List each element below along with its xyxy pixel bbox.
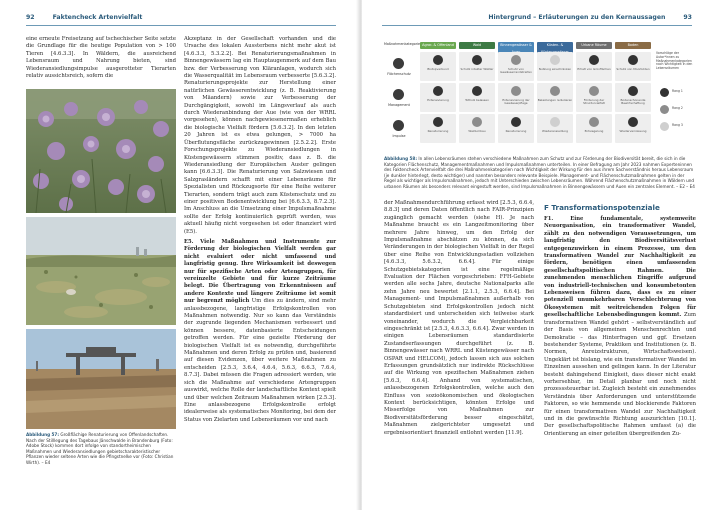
left-col1-text [26, 36, 176, 81]
column-header-kueste: Küsten- & [537, 42, 573, 56]
right-col2-paragraph1 [544, 216, 696, 438]
legend-label: Rang 1 [672, 89, 683, 93]
legend-label: Rang 2 [672, 106, 683, 110]
row-label: Management [388, 103, 410, 107]
importance-dot [550, 86, 560, 96]
photo-open-landscape [26, 217, 176, 325]
f1-body: Zum transformativen Wandel gehört – selbstverständlich auf der Basis von allgemeinen Menschenrechten und Demokratie – das Hinterfragen und ggf. Ersetzen bestehender Systeme, Praktiken und Institutionen (z. B. Normen, Anreizstrukturen, Wirtschaftsweisen). Ungeklärt ist bislang, wie ein transformativer Wandel im Einzelnen aussehen und gelingen kann. In der Literatur besteht dahingehend Einigkeit, dass dieser nicht exakt vorhersehbar, im Detail planbar und noch nicht prozesssteuerbar ist. Zugleich besteht ein zunehmendes Verständnis über Anforderungen und unterstützende Faktoren, so wie hemmende und blockierende Faktoren für einen transformativen Wandel zur Nachhaltigkeit und in die gewünschte Richtung auszurichten [10.1]. Der gesellschaftspolitische Rahmen umfasst (a) die Orientierung an einer geteilten übergreifenden Zu- [544, 312, 697, 437]
matrix-cell-text: Schutz intakter Wälder [460, 67, 494, 71]
importance-dot [511, 86, 521, 96]
matrix-cell-text: Erhalt von Grünflächen [577, 67, 611, 71]
legend-dot [660, 105, 669, 114]
left-page [0, 0, 358, 510]
left-running-title: Faktencheck Artenvielfalt [52, 14, 143, 21]
figure58-label: Abbildung 58: [384, 156, 418, 161]
column-header-urban: Urbane Räume [576, 42, 612, 49]
figure57-text: Großflächige Renaturierung von Offenlandschaften. Nach der Stilllegung des Tagebaus Jänschwalde in Brandenburg (Foto: Adobe Stock) kommen dort infolge von standortheimischen Maßnahmen und Wiederansiedlungen gebietscharakteristischer Pflanzen wieder seltene Arten wie die Pfingstnelke vor (Foto: Christian Wirth). – E4 [26, 432, 174, 465]
row-category-icon [393, 120, 404, 131]
right-page [362, 0, 720, 510]
left-col1-paragraph: eine erneute Freisetzung auf tschechischer Seite setzte die Grundlage für die heutige Population von > 100 Tieren [4.6.3.3]. In Wäldern, die ausreichend Lebensraum und Nahrung bieten, sind Wiederansiedlungsimpulse ausgerotteter Tierarten relativ aussichtsreich, sofern die [26, 36, 176, 80]
matrix-cell-text: Förderung der Strukturvielfalt [583, 98, 605, 106]
left-col2-paragraph2 [184, 239, 336, 424]
matrix-cell-text: Renaturierung [427, 129, 449, 133]
e5-body: Um dies zu ändern, sind mehr anlassbezogene, langfristige Erfolgskontrollen von Maßnahmen notwendig. Nur so kann das Verständnis der zugrunde liegenden Mechanismen verbessert und können bessere, datenbasierte Entscheidungen getroffen werden. Für eine gezielte Förderung der biologischen Vielfalt ist es notwendig, durchgeführte Maßnahmen und deren Erfolg zu prüfen und, basierend auf diesen Evidenzen, über weitere Maßnahmen zu entscheiden [2.5.3, 3.6.4, 4.6.4, 5.6.3, 6.6.3, 7.6.4, 8.7.3]. Dabei müssen die Fragen adressiert werden, wie sich die Maßnahme auf verschiedene Artengruppen auswirkt, welche Rolle der landschaftliche Kontext spielt und über welchen Zeitraum Maßnahmen wirken [2.5.3]. Eine anlassbezogene Erfolgskontrolle erfolgt idealerweise als systematisches Monitoring, bei dem der Status von Zielarten und Lebensräumen vor und nach [184, 298, 336, 423]
figure57-caption [26, 432, 176, 466]
left-page-number: 92 [26, 14, 35, 21]
row-label: Flächenschutz [387, 72, 411, 76]
importance-dot [628, 55, 638, 65]
matrix-cell-text: Extensivierung [427, 98, 449, 102]
importance-dot [433, 55, 443, 65]
row-category-icon [393, 58, 404, 69]
left-header-rule [26, 25, 336, 26]
importance-dot [433, 117, 443, 127]
left-header [26, 14, 142, 21]
importance-dot [589, 117, 599, 127]
importance-dot [589, 86, 599, 96]
matrix-cell-text: Biotopverbund [427, 67, 449, 71]
row-category-icon [393, 89, 404, 100]
matrix-cell-text: Waldumbau [468, 129, 486, 133]
matrix-cell-text: Schutz von Moorböden [616, 67, 650, 71]
importance-dot [511, 117, 521, 127]
figure58-matrix [384, 38, 696, 150]
importance-dot [472, 86, 482, 96]
importance-dot [472, 117, 482, 127]
left-col2-paragraph1: Akzeptanz in der Gesellschaft vorhanden und die Ursache des lokalen Aussterbens nicht mehr akut ist [4.6.3.3, 5.3.2.2]. Bei Renaturierungsmaßnahmen in Binnengewässern lag ein Hauptaugenmerk auf dem Bau bzw. der Verbesserung von Kläranlagen, wodurch sich die Wasserqualität im Lebensraum verbesserte [5.6.3.2]. Renaturierungsprojekte zur Herstellung einer natürlichen Gewässerentwicklung (z. B. Reaktivierung von Mäandern) sowie zur Verbesserung der Durchgängigkeit, sowohl im Längsverlauf als auch durch Wiederanbindung der Aue (wie von der WRRL vorgesehen), können nachgewiesenermaßen erheblich die biologische Vielfalt fördern [5.6.3.2]. In den letzten 20 Jahren ist es etwa gelungen, > 7000 ha Überflutungsfläche zurückzugewinnen [2.5.2.2]. Erste Forschungsprojekte zu Wiederansiedlungen in Küstengewässern stimmen positiv, dass z. B. die Wiederansiedlung der Europäischen Auster gelingen kann [6.6.3.3]. Die Renaturierung von Salzwiesen und Salzgrasländern schafft mit einer Lebensräume für Spezialisten und Rückzugsorte für eine Reihe weiterer Tierarten, sondern trägt auch zum Küstenschutz und zu einer positiven Bodenentwicklung bei [6.6.3.3, 8.7.2.3]. Im Anschluss an die Umsetzung einer Impulsmaßnahme sollte der Erfolg kontinuierlich geprüft werden, was aktuell häufig nicht vorgesehen ist oder finanziert wird (E5). [184, 36, 336, 235]
matrix-cell-text: Bodenschonende Bewirtschaftung [620, 98, 646, 106]
importance-dot [511, 55, 521, 65]
importance-dot [628, 86, 638, 96]
legend-dot [660, 122, 669, 131]
matrix-cell-text: Renaturierung [505, 129, 527, 133]
photo-meadow-flowers [26, 89, 176, 213]
figure58-caption [384, 156, 696, 190]
matrix-cell-text: Extensivierung der Gewässerpflege [502, 98, 530, 106]
left-col2-text [184, 36, 336, 425]
key-statement-f1: F1. Eine fundamentale, systemweite Neuorganisation, ein transformativer Wandel, zählt zu den notwendigen Voraussetzungen, um langfristig den Biodiversitätsverlust entgegenzuwirken in einem [544, 216, 696, 252]
matrix-cell-text: Wiederansiedlung [541, 129, 568, 133]
figure-axis-label: Maßnahmenkategorie [384, 42, 421, 46]
matrix-cell-text: Nutzung einschränken [538, 67, 572, 71]
right-col1-paragraph: der Maßnahmendurchführung erfasst wird [2.5.3, 6.6.4, 8.8.3] und deren Daten öffentlich nach FAIR-Prinzipien zugänglich gemacht werden (siehe H). Je nach Maßnahme braucht es ein Langzeitmonitoring über mehrere Jahre hinweg, um den Erfolg der Impulsmaßnahme abschätzen zu können, da sich Veränderungen in der biologischen Vielfalt in der Regel über eine Reihe von Entwicklungsstadien vollziehen [4.6.3.3, 5.6.3.2, 6.6.4]. Für einige Schutzgebietskategorien ist eine regelmäßige Evaluation der Flächen vorgeschrieben: FFH-Gebiete werden alle sechs Jahre, deutsche Nationalparks alle zehn Jahre neu bewertet [2.1.1, 2.5.3, 6.6.4]. Bei Management- und Impulsmaßnahmen außerhalb von Schutzgebieten sind Erfolgskontrollen jedoch nicht standardisiert und unterscheiden sich teilweise stark voneinander, wodurch die Vergleichbarkeit eingeschränkt ist [2.5.3, 4.6.3.3, 6.6.4]. Zwar werden in einigen Lebensräumen standardisierte Zustandserfassungen durchgeführt (z. B. Binnengewässer nach WRRL und Küstengewässer nach OSPAR und HELCOM), jedoch lassen sich aus solchen Erfassungen grundsätzlich nur indirekte Rückschlüsse auf die Wirkung von spezifischen Maßnahmen ziehen [5.6.3, 6.6.4]. Anhand von systematischen, anlassbezogenen Erfolgskontrollen, welche auch den Einfluss von sozioökonomischen und ökologischen Kontext berücksichtigen, könnten Erfolge und Misserfolge von Maßnahmen zur Biodiversitätsförderung besser eingeschätzt, Maßnahmen zielgerichteter umgesetzt und ergebnisorientiert finanziell entlohnt werden [11.9]. [384, 200, 534, 436]
importance-dot [550, 117, 560, 127]
right-header [488, 14, 692, 21]
row-label: Impulse [392, 134, 406, 138]
matrix-cell-text: Totholz belassen [465, 98, 489, 102]
section-heading-f: F Transformationspotenziale [544, 203, 660, 212]
right-header-rule [382, 25, 692, 26]
figure57-label: Abbildung 57: [26, 432, 60, 437]
matrix-cell-text: Schutz von Gewässerrandstreifen [500, 67, 532, 75]
importance-dot [433, 86, 443, 96]
figure58-text: In allen Lebensräumen stehen verschiedene Maßnahmen zum Schutz und zur Förderung der Biodiversität bereit, die sich in die Kategorien Flächenschutz, Managementmaßnahmen und Impulsmaßnahmen unterteilen. In einer Befragung am Jahr 2023 nahmen Experteninnen des Faktencheck Artenvielfalt die drei Maßnahmenkategorien nach Wichtigkeit der Wirkung für den aus ihrem Sachverständnis heraus Lebensraum (je dunkler hinterlegt, desto wichtiger) und nannten besonders relevante Beispiele. Management- und Flächenschutzmaßnahmen gelten in der Regel als wichtiger als Impulsmaßnahmen, jedoch mit Unterschieden zwischen Lebensräumen. Während Flächenschutzmaßnahmen in Wäldern und urbanen Räumen als besonders relevant eingestuft werden, sind Impulsmaßnahmen in Binnengewässern und Auen ein zentrales Element. – E2 – E4 [384, 156, 695, 189]
column-header-boden: Boden [615, 42, 651, 49]
importance-dot [550, 55, 560, 65]
matrix-cell-text: Entsiegelung [584, 129, 604, 133]
matrix-cell-text: Wiedervernässung [619, 129, 647, 133]
right-page-number: 93 [683, 14, 692, 21]
importance-dot [472, 55, 482, 65]
column-header-wald: Wald [459, 42, 495, 49]
right-col1-text [384, 200, 534, 438]
key-statement-e5: E5. Viele Maßnahmen und Instrumente zur Förderung der biologischen Vielfalt werden gar nicht evaluiert oder nicht umfassend und langfristig genug. Ihre Wirksamkeit ist deswegen nur für spezifische Arten oder Artengruppen, für vereinzelte Gebiete und für kurze Zeiträume belegt. Die Übertragung von Erkenntnissen auf andere Kontexte und längere Zeiträume ist somit nur begrenzt möglich [184, 238, 336, 305]
f1-bold-continuation: Prozesse, um den transformativen Wandel zur Nachhaltigkeit zu fördern, benötigen einen umfassenden gesellschaftspolitischen Rahmen. Die zunehmenden menschlichen Eingriffe aufgrund von industriell-technischen und konsumbetonten Lebensweisen führen dazu, dass es zu einer potenziell unumkehrbaren Verschlechterung von Ökosystemen mit weitreichenden Folgen für gesellschaftliche Lebensbedingungen kommt. [544, 245, 696, 319]
column-header-agrar: Agrar- & Offenland [420, 42, 456, 49]
importance-dot [589, 55, 599, 65]
matrix-cell-text: Belastungen reduzieren [537, 98, 573, 102]
legend-label: Rang 3 [672, 123, 683, 127]
right-running-title: Hintergrund – Erläuterungen zu den Kernaussagen [488, 14, 666, 21]
right-col2-text [544, 216, 696, 439]
photo-mining-area [26, 329, 176, 429]
legend-dot [660, 88, 669, 97]
importance-dot [628, 117, 638, 127]
column-header-binnengewaesser: Binnengewässer & [498, 42, 534, 56]
legend-note: Vorschläge der Autor*innen zu Maßnahmenkategorien nach Wichtigkeit in den Lebensräumen [656, 51, 693, 71]
